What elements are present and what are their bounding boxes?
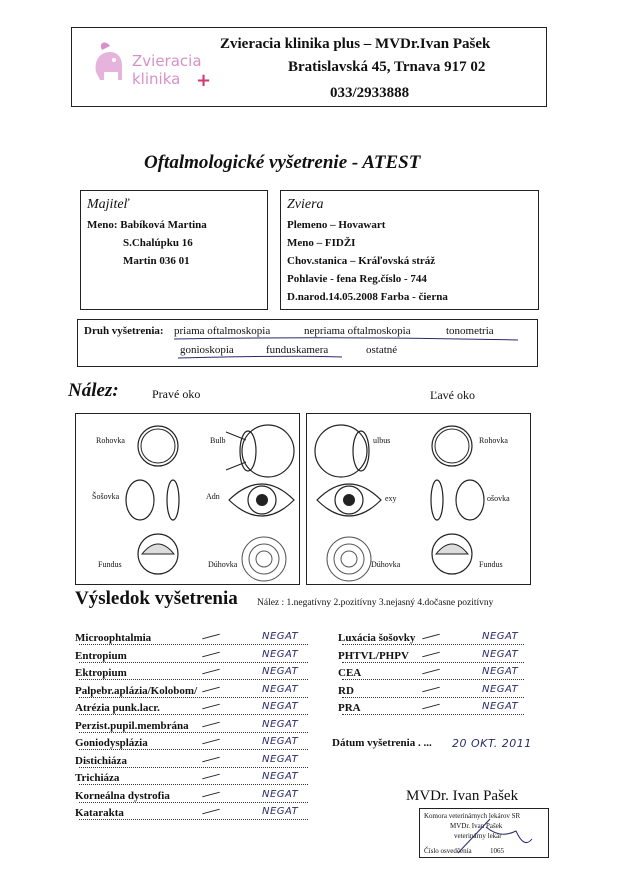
left-label-adnexa: exy (385, 494, 397, 503)
left-result-label-0: Microophtalmia (75, 632, 152, 644)
left-result-tick-6 (202, 739, 220, 745)
right-label-adnexa: Adn (206, 492, 220, 501)
left-label-iris: Dúhovka (371, 560, 401, 569)
left-result-value-5: NEGAT (262, 718, 299, 730)
document-title: Oftalmologické vyšetrenie - ATEST (144, 152, 421, 173)
left-result-value-6: NEGAT (262, 736, 299, 747)
right-result-value-1: NEGAT (482, 648, 519, 660)
stamp-line2: MVDr. Ivan Pašek (450, 822, 503, 830)
exam-option-gonioscopy: gonioskopia (180, 344, 234, 356)
logo-line2: klinika (132, 70, 181, 88)
right-result-label-4: PRA (338, 702, 361, 714)
right-result-label-3: RD (338, 684, 354, 697)
right-result-tick-0 (422, 634, 440, 640)
animal-birth-color: D.narod.14.05.2008 Farba - čierna (287, 291, 448, 303)
stamp-line1: Komora veterinárnych lekárov SR (424, 812, 521, 820)
handwritten-signature (420, 809, 550, 859)
left-result-tick-8 (202, 774, 220, 780)
stamp-line4-label: Číslo osvedčenia (424, 847, 472, 855)
right-result-leader-1 (342, 662, 524, 663)
animal-sex-reg: Pohlavie - fena Reg.číslo - 744 (287, 273, 427, 285)
right-result-value-3: NEGAT (482, 683, 519, 695)
right-label-bulb: Bulb (210, 436, 226, 445)
right-eye-label: Pravé oko (152, 387, 201, 401)
left-result-tick-9 (202, 791, 220, 797)
left-result-value-2: NEGAT (262, 666, 299, 677)
right-result-value-2: NEGAT (482, 666, 519, 677)
right-label-fundus: Fundus (98, 560, 122, 569)
exam-option-indirect: nepriama oftalmoskopia (304, 325, 411, 337)
left-result-tick-10 (202, 809, 220, 815)
left-result-leader-7 (79, 767, 308, 768)
left-result-leader-6 (79, 749, 308, 750)
right-result-tick-1 (422, 651, 440, 657)
left-label-fundus: Fundus (479, 560, 503, 569)
left-result-value-9: NEGAT (262, 788, 299, 800)
plus-icon: + (196, 70, 212, 91)
left-result-value-0: NEGAT (262, 631, 299, 642)
animal-heading: Zviera (287, 197, 324, 212)
exam-type-box (77, 319, 538, 367)
left-result-label-5: Perzist.pupil.membrána (75, 719, 189, 732)
right-result-tick-4 (422, 704, 440, 710)
left-result-leader-9 (79, 802, 308, 803)
right-result-value-4: NEGAT (482, 701, 519, 712)
right-label-iris: Dúhovka (208, 560, 238, 569)
left-result-tick-7 (202, 756, 220, 762)
stamp (419, 808, 549, 858)
right-result-tick-3 (422, 686, 440, 692)
left-result-label-1: Entropium (75, 649, 127, 662)
left-result-leader-3 (79, 697, 308, 698)
exam-underline-marks (78, 320, 539, 368)
right-result-label-1: PHTVL/PHPV (338, 649, 409, 662)
left-result-leader-5 (79, 732, 308, 733)
left-result-value-7: NEGAT (262, 753, 299, 765)
right-result-label-0: Luxácia šošovky (338, 632, 416, 644)
exam-option-other: ostatné (366, 344, 398, 356)
left-result-value-8: NEGAT (262, 771, 299, 782)
left-result-value-1: NEGAT (262, 648, 299, 660)
left-result-value-4: NEGAT (262, 701, 299, 712)
clinic-address: Bratislavská 45, Trnava 917 02 (288, 59, 486, 75)
left-result-value-10: NEGAT (262, 806, 299, 817)
left-result-tick-3 (202, 686, 220, 692)
left-label-bulb: ulbus (373, 436, 391, 445)
owner-street: S.Chalúpku 16 (123, 237, 193, 249)
left-result-leader-0 (79, 644, 308, 645)
owner-heading: Majiteľ (87, 197, 129, 212)
right-eye-panel (75, 413, 300, 585)
stamp-line3: veterinárny lekár (454, 832, 502, 840)
left-result-tick-4 (202, 704, 220, 710)
left-result-label-4: Atrézia punk.lacr. (75, 702, 160, 714)
left-result-tick-1 (202, 651, 220, 657)
right-result-tick-2 (422, 669, 440, 675)
animal-kennel: Chov.stanica – Kráľovská stráž (287, 255, 436, 267)
animal-name: Meno – FIDŽI (287, 237, 356, 249)
date-label: Dátum vyšetrenia . ... (332, 737, 432, 749)
right-label-lens: Šošovka (92, 492, 120, 501)
left-label-cornea: Rohovka (479, 436, 508, 445)
left-result-leader-1 (79, 662, 308, 663)
findings-heading: Nález: (68, 380, 119, 401)
exam-option-direct: priama oftalmoskopia (174, 325, 271, 337)
left-result-leader-8 (79, 784, 308, 785)
owner-name: Meno: Babíková Martina (87, 219, 207, 231)
left-result-label-10: Katarakta (75, 807, 124, 819)
left-result-label-8: Trichiáza (75, 772, 120, 784)
animal-box (280, 190, 539, 310)
owner-city: Martin 036 01 (123, 255, 190, 267)
right-result-leader-2 (342, 679, 524, 680)
right-result-leader-0 (342, 644, 524, 645)
left-result-label-9: Korneálna dystrofia (75, 789, 170, 802)
left-result-leader-4 (79, 714, 308, 715)
left-result-leader-2 (79, 679, 308, 680)
left-result-label-7: Distichiáza (75, 754, 127, 767)
left-result-label-3: Palpebr.aplázia/Kolobom/ (75, 684, 198, 697)
logo-line1: Zvieracia (132, 52, 202, 70)
clinic-title: Zvieracia klinika plus – MVDr.Ivan Pašek (220, 36, 491, 52)
clinic-logo (88, 38, 218, 98)
left-result-value-3: NEGAT (262, 683, 299, 695)
left-result-label-6: Goniodysplázia (75, 737, 148, 749)
right-result-leader-3 (342, 697, 524, 698)
header-box (71, 27, 547, 107)
left-result-leader-10 (79, 819, 308, 820)
left-result-label-2: Ektropium (75, 667, 127, 679)
results-legend: Nález : 1.negatívny 2.pozitívny 3.nejasný 4.dočasne pozitívny (257, 598, 494, 608)
left-label-lens: ošovka (487, 494, 510, 503)
right-result-value-0: NEGAT (482, 631, 519, 642)
left-eye-panel (306, 413, 531, 585)
left-result-tick-0 (202, 634, 220, 640)
exam-option-funduscamera: funduskamera (266, 344, 329, 356)
results-heading: Výsledok vyšetrenia (75, 588, 238, 609)
left-eye-label: Ľavé oko (430, 388, 475, 402)
exam-type-label: Druh vyšetrenia: (84, 325, 164, 337)
exam-option-tonometry: tonometria (446, 325, 494, 337)
right-result-label-2: CEA (338, 667, 362, 679)
date-value: 20 OKT. 2011 (452, 737, 532, 750)
animal-breed: Plemeno – Hovawart (287, 219, 386, 231)
right-label-cornea: Rohovka (96, 436, 125, 445)
owner-box (80, 190, 268, 310)
stamp-line4-value: 1065 (490, 847, 504, 855)
right-result-leader-4 (342, 714, 524, 715)
left-result-tick-5 (202, 721, 220, 727)
left-result-tick-2 (202, 669, 220, 675)
signature-name: MVDr. Ivan Pašek (406, 788, 519, 804)
clinic-phone: 033/2933888 (330, 85, 410, 101)
